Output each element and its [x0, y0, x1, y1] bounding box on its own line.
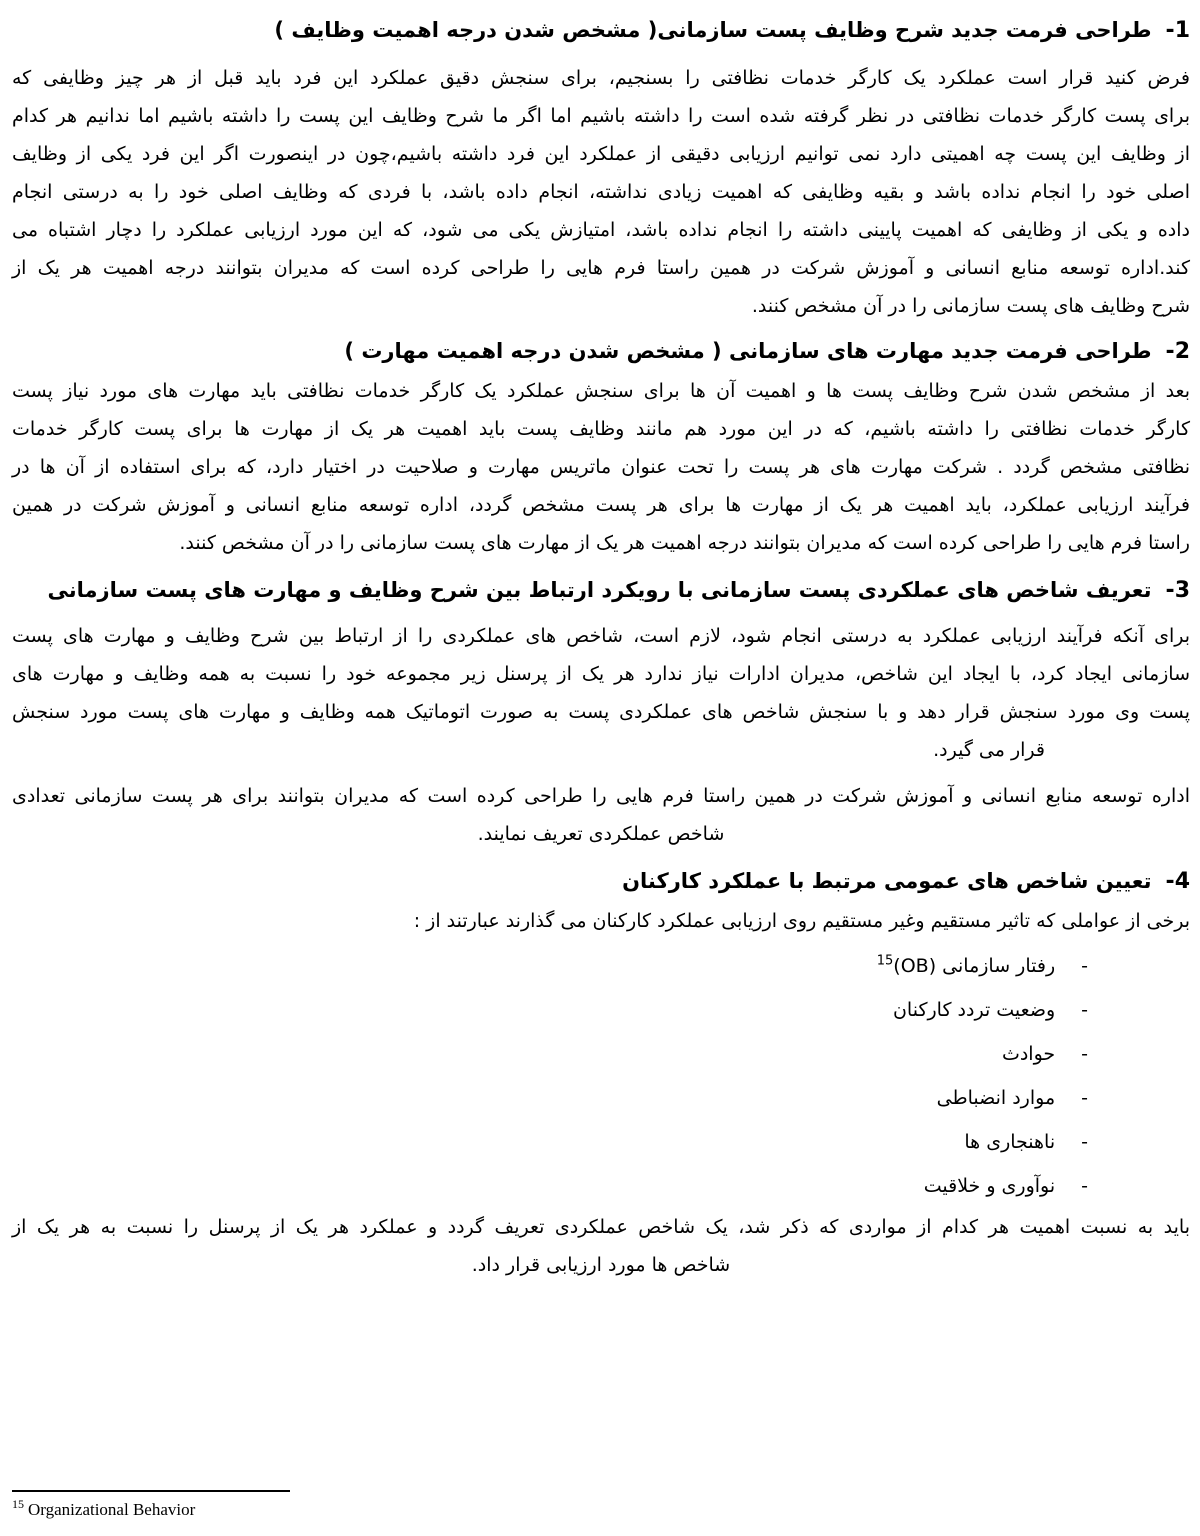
- bullet-text: نوآوری و خلاقیت: [923, 1175, 1056, 1197]
- bullet-item: [12, 1164, 1190, 1208]
- text-line: نظافتی مشخص گردد . شرکت مهارت های هر پست را تحت عنوان ماتریس مهارت و صلاحیت در اختیار دارد، که برای استفاده از آن ها در: [12, 456, 1190, 478]
- bullet-text: موارد انضباطی: [936, 1087, 1056, 1109]
- section-4-heading: [12, 861, 1190, 902]
- footnote-separator: [12, 1490, 290, 1492]
- text-line: پست وی مورد سنجش قرار دهد و با سنجش شاخص های عملکردی پست به صورت اتوماتیک همه وظایف و مهارت های پست مورد سنجش: [12, 701, 1190, 723]
- text-line: فرض کنید قرار است عملکرد یک کارگر خدمات نظافتی را بسنجیم، برای سنجش دقیق عملکرد این فرد باید قبل از هر چیز وظایفی که: [12, 67, 1190, 89]
- section-4-intro: [12, 902, 1190, 940]
- heading-number: 4-: [1165, 869, 1190, 894]
- heading-number: 3-: [1165, 578, 1190, 603]
- section-2-heading: [12, 331, 1190, 372]
- bullet-text: رفتار سازمانی (OB)$^{15}$: [876, 953, 1056, 977]
- text-line: باید به نسبت اهمیت هر کدام از مواردی که ذکر شد، یک شاخص عملکردی تعریف گردد و عملکرد هر یک از پرسنل را نسبت به هر یک از: [12, 1216, 1190, 1238]
- section-3-heading: [12, 570, 1190, 611]
- text-line: داده و یکی از وظایفی که اهمیت پایینی داشته را انجام نداده باشد، امتیازش یکی می شود، که این مورد ارزیابی عملکرد را دچار اشتباه می: [12, 219, 1190, 241]
- bullet-dash-icon: -: [1081, 955, 1088, 977]
- text-line: کند.اداره توسعه منابع انسانی و آموزش شرکت در همین راستا فرم هایی را طراحی کرده است که مدیران بتوانند درجه اهمیت هر یک از: [12, 257, 1190, 279]
- heading-number: 1-: [1165, 18, 1190, 43]
- footnote: [12, 1497, 196, 1520]
- text-line: از وظایف این پست چه اهمیتی دارد نمی توانیم ارزیابی دقیقی از عملکرد این فرد داشته باشیم،چون در اینصورت اگر این فرد یکی از وظایف: [12, 143, 1190, 165]
- text-line: برخی از عواملی که تاثیر مستقیم وغیر مستقیم روی ارزیابی عملکرد کارکنان می گذارند عبارتند از :: [413, 910, 1190, 932]
- section-3-paragraph-1: [12, 617, 1190, 769]
- section-1-paragraph: [12, 59, 1190, 325]
- text-line: شاخص عملکردی تعریف نمایند.: [477, 823, 725, 845]
- bullet-dash-icon: -: [1081, 1043, 1088, 1065]
- text-line: فرآیند ارزیابی عملکرد، باید اهمیت هر یک از مهارت ها برای هر پست مشخص گردد، اداره توسعه منابع انسانی و آموزش شرکت در همین: [12, 494, 1190, 516]
- section-3-paragraph-2: [12, 777, 1190, 853]
- footnote-reference: 15: [876, 953, 894, 969]
- section-1-heading: [12, 10, 1190, 51]
- bullet-dash-icon: -: [1081, 1131, 1088, 1153]
- bullet-item: [12, 988, 1190, 1032]
- text-line: کارگر خدمات نظافتی را داشته باشیم، که در این مورد هم مانند وظایف پست باید اهمیت هر یک از مهارت ها برای پست کارگر خدمات: [12, 418, 1190, 440]
- bullet-dash-icon: -: [1081, 1175, 1088, 1197]
- bullet-item: [12, 944, 1190, 988]
- text-line: اداره توسعه منابع انسانی و آموزش شرکت در همین راستا فرم هایی را طراحی کرده است که مدیران بتوانند برای هر پست سازمانی تعدادی: [12, 785, 1190, 807]
- factor-bullet-list: [12, 944, 1190, 1208]
- bullet-item: [12, 1120, 1190, 1164]
- heading-text: طراحی فرمت جدید مهارت های سازمانی ( مشخص شدن درجه اهمیت مهارت ): [344, 339, 1152, 363]
- bullet-dash-icon: -: [1081, 1087, 1088, 1109]
- heading-text: طراحی فرمت جدید شرح وظایف پست سازمانی( مشخص شدن درجه اهمیت وظایف ): [274, 18, 1152, 42]
- text-line: شرح وظایف های پست سازمانی را در آن مشخص کنند.: [751, 295, 1190, 317]
- section-2-paragraph: [12, 372, 1190, 562]
- text-line: راستا فرم هایی را طراحی کرده است که مدیران بتوانند درجه اهمیت هر یک از مهارت های پست سازمانی را در آن مشخص کنند.: [179, 532, 1190, 554]
- section-4-closing-paragraph: [12, 1208, 1190, 1284]
- heading-number: 2-: [1165, 339, 1190, 364]
- text-line: شاخص ها مورد ارزیابی قرار داد.: [471, 1254, 731, 1276]
- text-line: سازمانی ایجاد کرد، با ایجاد این شاخص، مدیران ادارات نیاز ندارد هر یک از پرسنل زیر مجموعه خود را نسبت به همه وظایف و مهارت های: [12, 663, 1190, 685]
- text-line: برای پست کارگر خدمات نظافتی در نظر گرفته شده است را داشته باشیم اما اگر ما شرح وظایف این پست را داشته باشیم اما ندانیم هر کدام: [12, 105, 1190, 127]
- footnote-text: Organizational Behavior: [28, 1500, 196, 1519]
- bullet-item: [12, 1032, 1190, 1076]
- text-line: برای آنکه فرآیند ارزیابی عملکرد به درستی انجام شود، لازم است، شاخص های عملکردی را از ارتباط بین شرح وظایف و مهارت های پست: [12, 625, 1190, 647]
- footnote-marker: 15: [12, 1497, 24, 1512]
- bullet-dash-icon: -: [1081, 999, 1088, 1021]
- heading-text: تعیین شاخص های عمومی مرتبط با عملکرد کارکنان: [622, 869, 1152, 893]
- text-line: بعد از مشخص شدن شرح وظایف پست ها و اهمیت آن ها برای سنجش عملکرد یک کارگر خدمات نظافتی باید مهارت های مورد نیاز پست: [12, 380, 1190, 402]
- bullet-text: وضعیت تردد کارکنان: [892, 999, 1056, 1021]
- heading-text: تعریف شاخص های عملکردی پست سازمانی با رویکرد ارتباط بین شرح وظایف و مهارت های پست سازمانی: [47, 578, 1152, 602]
- text-line: اصلی خود را انجام نداده باشد و بقیه وظایفی که اهمیت زیادی نداشته، انجام داده باشد، با فردی که وظایف اصلی خود را به درستی انجام: [12, 181, 1190, 203]
- bullet-text: ناهنجاری ها: [964, 1131, 1056, 1153]
- bullet-item: [12, 1076, 1190, 1120]
- bullet-text: حوادث: [1001, 1043, 1056, 1065]
- text-line: قرار می گیرد.: [933, 739, 1045, 761]
